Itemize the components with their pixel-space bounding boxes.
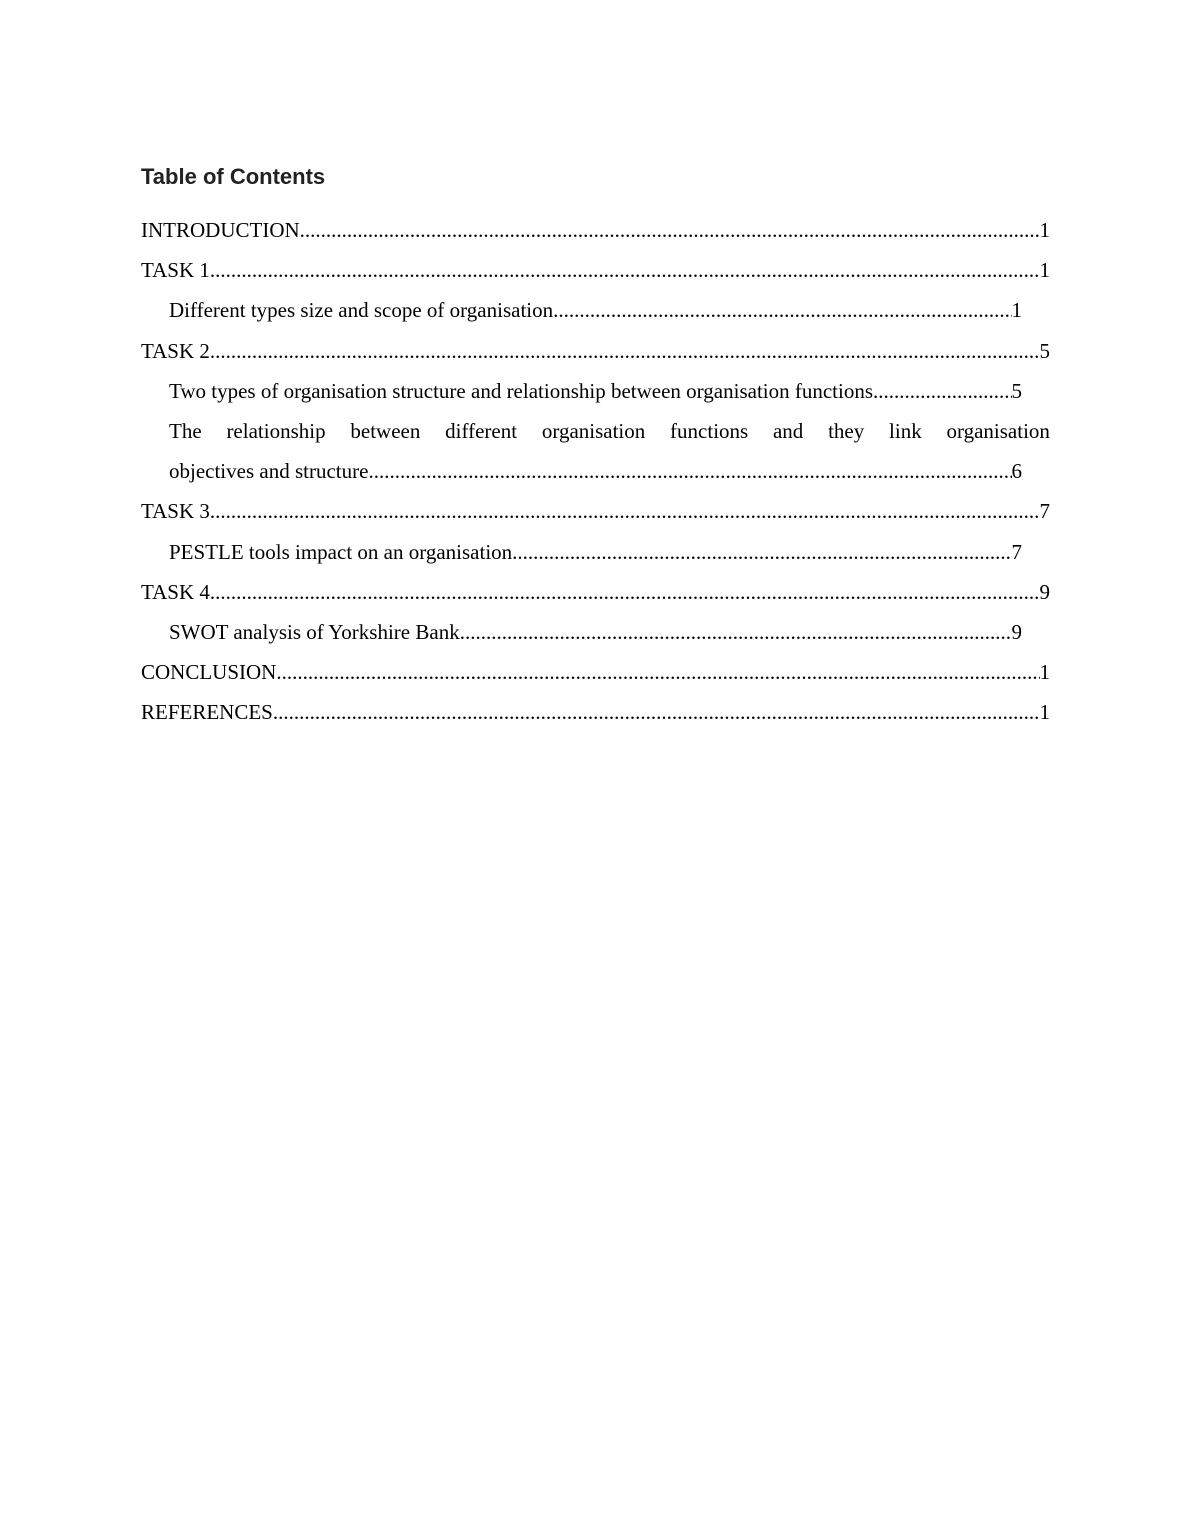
toc-entry-label: Two types of organisation structure and relationship between organisation functions xyxy=(169,378,874,403)
toc-entry-label: PESTLE tools impact on an organisation xyxy=(169,539,513,564)
dot-leader xyxy=(276,652,1039,692)
toc-entry-swot[interactable] xyxy=(141,612,1022,652)
toc-page-number: 1 xyxy=(1011,298,1022,323)
toc-page-number: 7 xyxy=(1011,539,1022,564)
toc-entry-label-line-2 xyxy=(169,451,1022,491)
toc-entry-introduction[interactable] xyxy=(141,210,1050,250)
toc-entry-label: TASK 3 xyxy=(141,499,210,524)
toc-entry-conclusion[interactable] xyxy=(141,652,1050,692)
toc-word: functions xyxy=(670,418,749,443)
toc-page-number: 1 xyxy=(1039,700,1050,725)
toc-entry-task-1[interactable] xyxy=(141,250,1050,290)
toc-page-number: 1 xyxy=(1039,218,1050,242)
dot-leader xyxy=(210,250,1040,290)
dot-leader xyxy=(273,692,1040,732)
toc-page-number: 9 xyxy=(1011,619,1022,644)
toc-entry-two-types[interactable] xyxy=(141,371,1022,411)
toc-entry-task-3[interactable] xyxy=(141,491,1050,531)
dot-leader xyxy=(460,612,1012,652)
toc-page-number: 5 xyxy=(1011,378,1022,403)
dot-leader xyxy=(553,290,1011,330)
toc-entry-label: TASK 1 xyxy=(141,258,210,283)
dot-leader xyxy=(300,210,1040,250)
toc-entry-label: TASK 4 xyxy=(141,579,210,604)
toc-entry-references[interactable] xyxy=(141,692,1050,732)
toc-entry-label-line-1 xyxy=(169,411,1050,451)
toc-page-number: 1 xyxy=(1039,660,1050,685)
toc-entry-label: CONCLUSION xyxy=(141,660,277,685)
toc-entry-pestle[interactable] xyxy=(141,532,1022,572)
toc-entry-label: objectives and structure xyxy=(169,459,369,484)
toc-word: link xyxy=(889,418,922,443)
toc-list xyxy=(141,210,1050,732)
toc-entry-label: INTRODUCTION xyxy=(141,218,300,242)
toc-entry-label: REFERENCES xyxy=(141,700,273,725)
toc-entry-label: Different types size and scope of organisation xyxy=(169,298,554,323)
toc-word: different xyxy=(445,418,518,443)
toc-word: organisation xyxy=(946,418,1050,443)
toc-word: between xyxy=(350,418,421,443)
dot-leader xyxy=(873,371,1011,411)
toc-page-number: 7 xyxy=(1039,499,1050,524)
toc-page-number: 9 xyxy=(1039,579,1050,604)
toc-entry-task-2[interactable] xyxy=(141,331,1050,371)
toc-word: The xyxy=(169,418,202,443)
dot-leader xyxy=(210,331,1040,371)
toc-entry-task-4[interactable] xyxy=(141,572,1050,612)
toc-entry-relationship[interactable] xyxy=(141,411,1050,491)
toc-entry-label: TASK 2 xyxy=(141,338,210,363)
toc-page-number: 1 xyxy=(1039,258,1050,283)
toc-entry-label: SWOT analysis of Yorkshire Bank xyxy=(169,619,460,644)
dot-leader xyxy=(210,572,1040,612)
toc-word: they xyxy=(828,418,865,443)
toc-page-number: 6 xyxy=(1011,459,1022,484)
toc-page-number: 5 xyxy=(1039,338,1050,363)
toc-entry-different-types[interactable] xyxy=(141,290,1022,330)
dot-leader xyxy=(210,491,1040,531)
toc-word: relationship xyxy=(226,418,326,443)
dot-leader xyxy=(512,532,1011,572)
toc-word: organisation xyxy=(541,418,646,443)
toc-heading: Table of Contents xyxy=(141,164,326,189)
dot-leader xyxy=(368,451,1011,491)
toc-word: and xyxy=(772,418,804,443)
